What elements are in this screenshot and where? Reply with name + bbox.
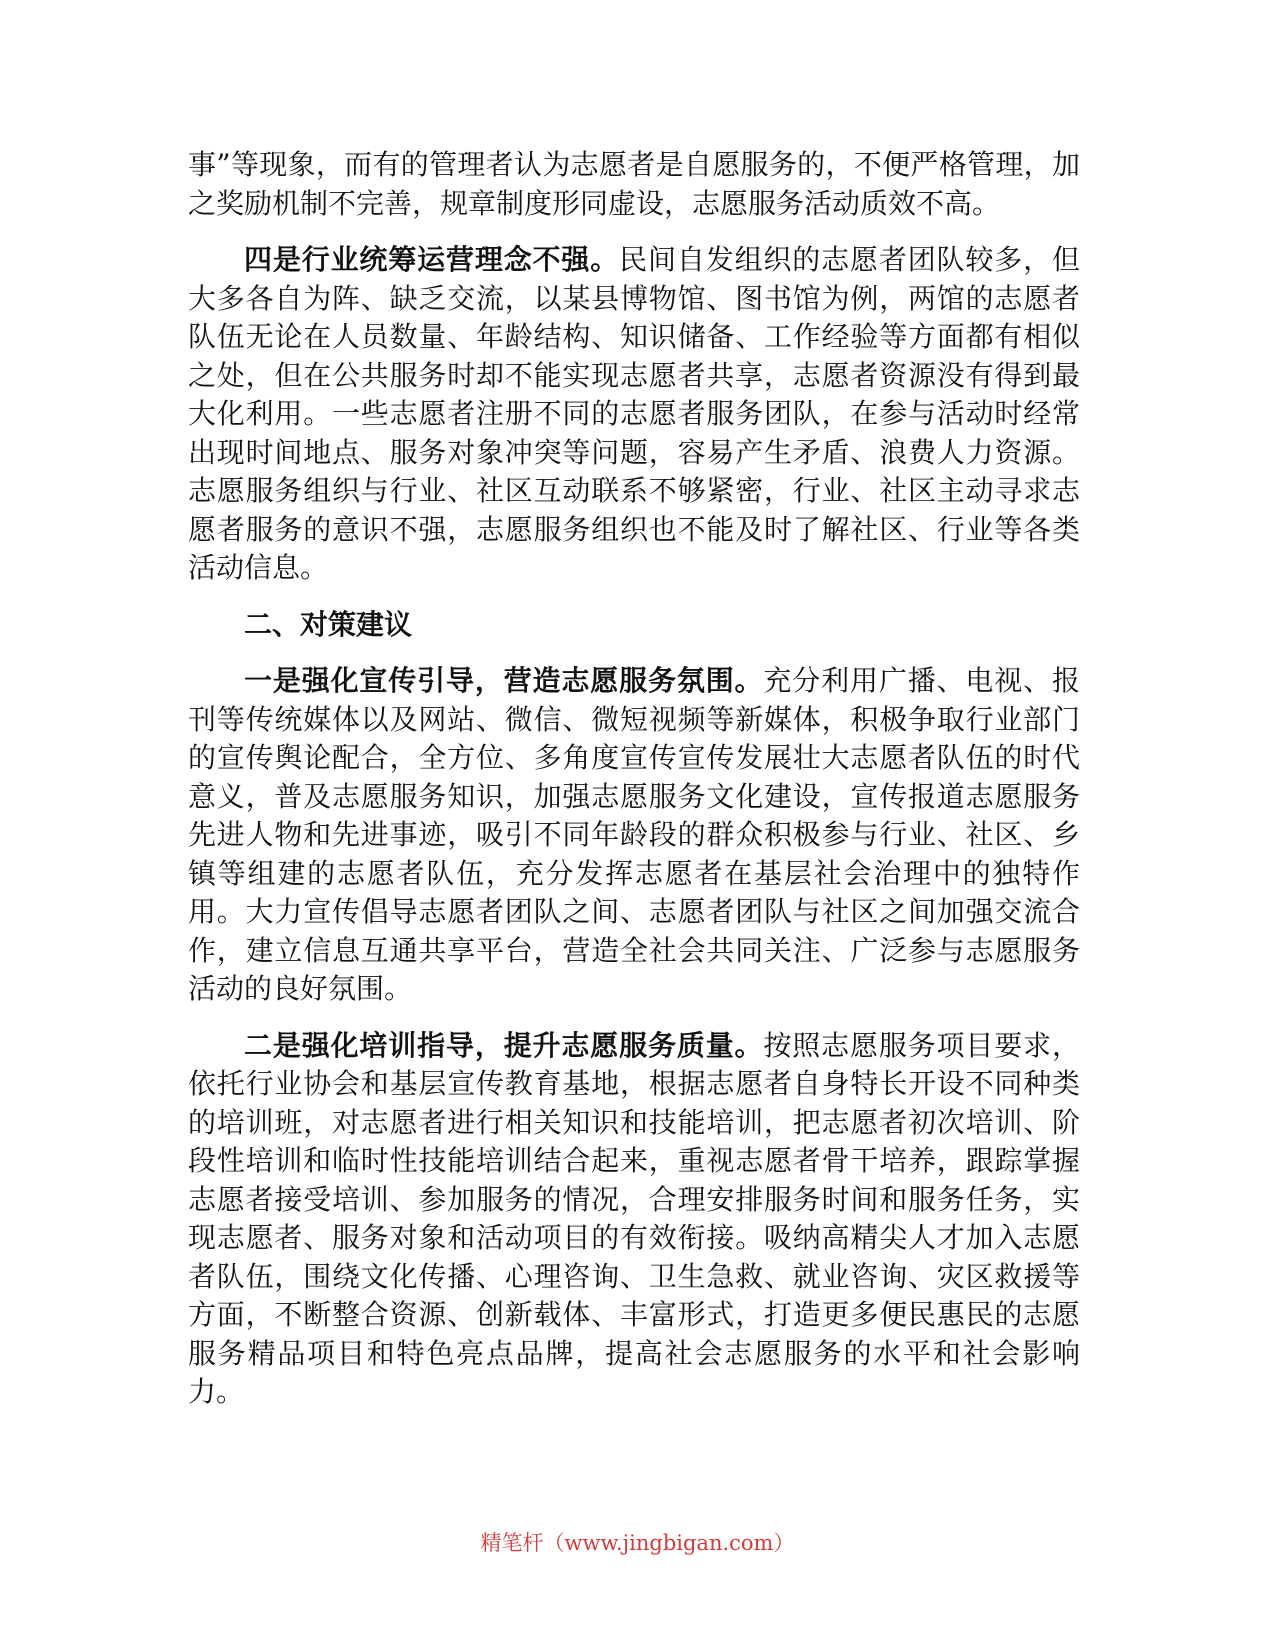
section-heading: 二、对策建议	[244, 607, 413, 641]
paragraph-continuation	[188, 146, 1080, 223]
paragraph-lead: 二是强化培训指导，提升志愿服务质量。	[244, 1028, 764, 1062]
paragraph-lead: 四是行业统筹运营理念不强。	[244, 243, 620, 276]
paragraph-text: 民间自发组织的志愿者团队较多，但大多各自为阵、缺乏交流，以某县博物馆、图书馆为例，两馆的志愿者队伍无论在人员数量、年龄结构、知识储备、工作经验等方面都有相似之处，但在公共服务时却不能实现志愿者共享，志愿者资源没有得到最大化利用。一些志愿者注册不同的志愿者服务团队，在参与活动时经常出现时间地点、服务对象冲突等问题，容易产生矛盾、浪费人力资源。志愿服务组织与行业、社区互动联系不够紧密，行业、社区主动寻求志愿者服务的意识不强，志愿服务组织也不能及时了解社区、行业等各类活动信息。	[188, 243, 1080, 584]
paragraph-industry-coordination	[188, 241, 1080, 588]
document-body	[188, 146, 1080, 1430]
paragraph-text: 按照志愿服务项目要求，依托行业协会和基层宣传教育基地，根据志愿者自身特长开设不同种类的培训班，对志愿者进行相关知识和技能培训，把志愿者初次培训、阶段性培训和临时性技能培训结合起来，重视志愿者骨干培养，跟踪掌握志愿者接受培训、参加服务的情况，合理安排服务时间和服务任务，实现志愿者、服务对象和活动项目的有效衔接。吸纳高精尖人才加入志愿者队伍，围绕文化传播、心理咨询、卫生急救、就业咨询、灾区救援等方面，不断整合资源、创新载体、丰富形式，打造更多便民惠民的志愿服务精品项目和特色亮点品牌，提高社会志愿服务的水平和社会影响力。	[188, 1028, 1080, 1408]
footer-watermark: 精笔杆（www.jingbigan.com）	[480, 1531, 795, 1555]
paragraph-lead: 一是强化宣传引导，营造志愿服务氛围。	[244, 664, 764, 697]
paragraph-text: 充分利用广播、电视、报刊等传统媒体以及网站、微信、微短视频等新媒体，积极争取行业部门的宣传舆论配合，全方位、多角度宣传宣传发展壮大志愿者队伍的时代意义，普及志愿服务知识，加强志愿服务文化建设，宣传报道志愿服务先进人物和先进事迹，吸引不同年龄段的群众积极参与行业、社区、乡镇等组建的志愿者队伍，充分发挥志愿者在基层社会治理中的独特作用。大力宣传倡导志愿者团队之间、志愿者团队与社区之间加强交流合作，建立信息互通共享平台，营造全社会共同关注、广泛参与志愿服务活动的良好氛围。	[188, 664, 1080, 1005]
paragraph-text: 事”等现象，而有的管理者认为志愿者是自愿服务的，不便严格管理，加之奖励机制不完善，规章制度形同虚设，志愿服务活动质效不高。	[188, 148, 1080, 220]
paragraph-publicity-guidance	[188, 662, 1080, 1009]
paragraph-training-guidance	[188, 1027, 1080, 1412]
